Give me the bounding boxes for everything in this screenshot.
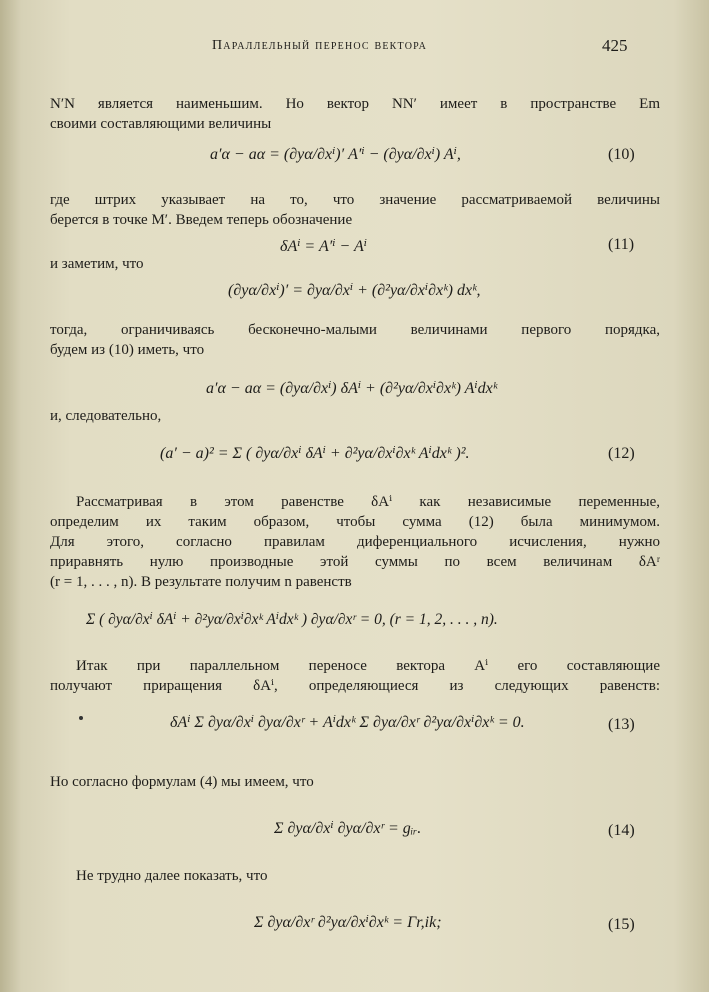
paragraph-line: Итак при параллельном переносе вектора Aⁱ его составляющие (76, 658, 660, 674)
equation-number-15: (15) (608, 916, 635, 933)
equation-minimum-condition: Σ ( ∂yα/∂xⁱ δAⁱ + ∂²yα/∂xⁱ∂xᵏ Aⁱdxᵏ ) ∂yα/∂xʳ = 0, (r = 1, 2, . . . , n). (86, 611, 498, 628)
equation-number-13: (13) (608, 716, 635, 733)
paragraph-line: берется в точке M′. Введем теперь обозначение (50, 212, 353, 228)
equation-number-14: (14) (608, 822, 635, 839)
equation-differential: (∂yα/∂xⁱ)′ = ∂yα/∂xⁱ + (∂²yα/∂xⁱ∂xᵏ) dxᵏ, (228, 282, 481, 299)
equation-number-12: (12) (608, 445, 635, 462)
equation-number-11: (11) (608, 236, 635, 253)
paragraph-line: Рассматривая в этом равенстве δAⁱ как независимые переменные, (76, 494, 660, 510)
paragraph-line: получают приращения δAⁱ, определяющиеся из следующих равенств: (50, 678, 660, 694)
running-title: Параллельный перенос вектора (212, 38, 428, 53)
equation-number-10: (10) (608, 146, 635, 163)
paragraph-line: будем из (10) иметь, что (50, 342, 205, 358)
paragraph-line: Для этого, согласно правилам диференциального исчисления, нужно (50, 534, 660, 550)
page-number: 425 (602, 36, 628, 55)
paragraph-line: определим их таким образом, чтобы сумма (12) была минимумом. (50, 514, 660, 530)
equation-10: a′α − aα = (∂yα/∂xⁱ)′ A′ⁱ − (∂yα/∂xⁱ) Aⁱ, (210, 146, 461, 163)
paragraph-line: и заметим, что (50, 256, 144, 272)
paragraph-line: тогда, ограничиваясь бесконечно-малыми величинами первого порядка, (50, 322, 660, 338)
paragraph-line: N′N является наименьшим. Но вектор NN′ имеет в пространстве Em (50, 96, 660, 112)
paragraph-line: где штрих указывает на то, что значение рассматриваемой величины (50, 192, 660, 208)
equation-14: Σ ∂yα/∂xⁱ ∂yα/∂xʳ = gᵢᵣ. (274, 820, 422, 837)
paragraph-line: приравнять нулю производные этой суммы по всем величинам δAʳ (50, 554, 660, 570)
page-header (0, 38, 709, 60)
paragraph-line: и, следовательно, (50, 408, 162, 424)
equation-15: Σ ∂yα/∂xʳ ∂²yα/∂xⁱ∂xᵏ = Γr,ik; (254, 914, 442, 931)
paragraph-line: (r = 1, . . . , n). В результате получим n равенств (50, 574, 352, 590)
equation-13: δAⁱ Σ ∂yα/∂xⁱ ∂yα/∂xʳ + Aⁱdxᵏ Σ ∂yα/∂xʳ ∂²yα/∂xⁱ∂xᵏ = 0. (170, 714, 525, 731)
equation-11: δAⁱ = A′ⁱ − Aⁱ (280, 238, 367, 255)
paragraph-line: Но согласно формулам (4) мы имеем, что (50, 774, 314, 790)
print-speck (79, 716, 83, 720)
paragraph-line: своими составляющими величины (50, 116, 272, 132)
equation-12: (a′ − a)² = Σ ( ∂yα/∂xⁱ δAⁱ + ∂²yα/∂xⁱ∂xᵏ Aⁱdxᵏ )². (160, 445, 470, 462)
equation-increment: a′α − aα = (∂yα/∂xⁱ) δAⁱ + (∂²yα/∂xⁱ∂xᵏ) Aⁱdxᵏ (206, 380, 498, 397)
paragraph-line: Не трудно далее показать, что (76, 868, 268, 884)
